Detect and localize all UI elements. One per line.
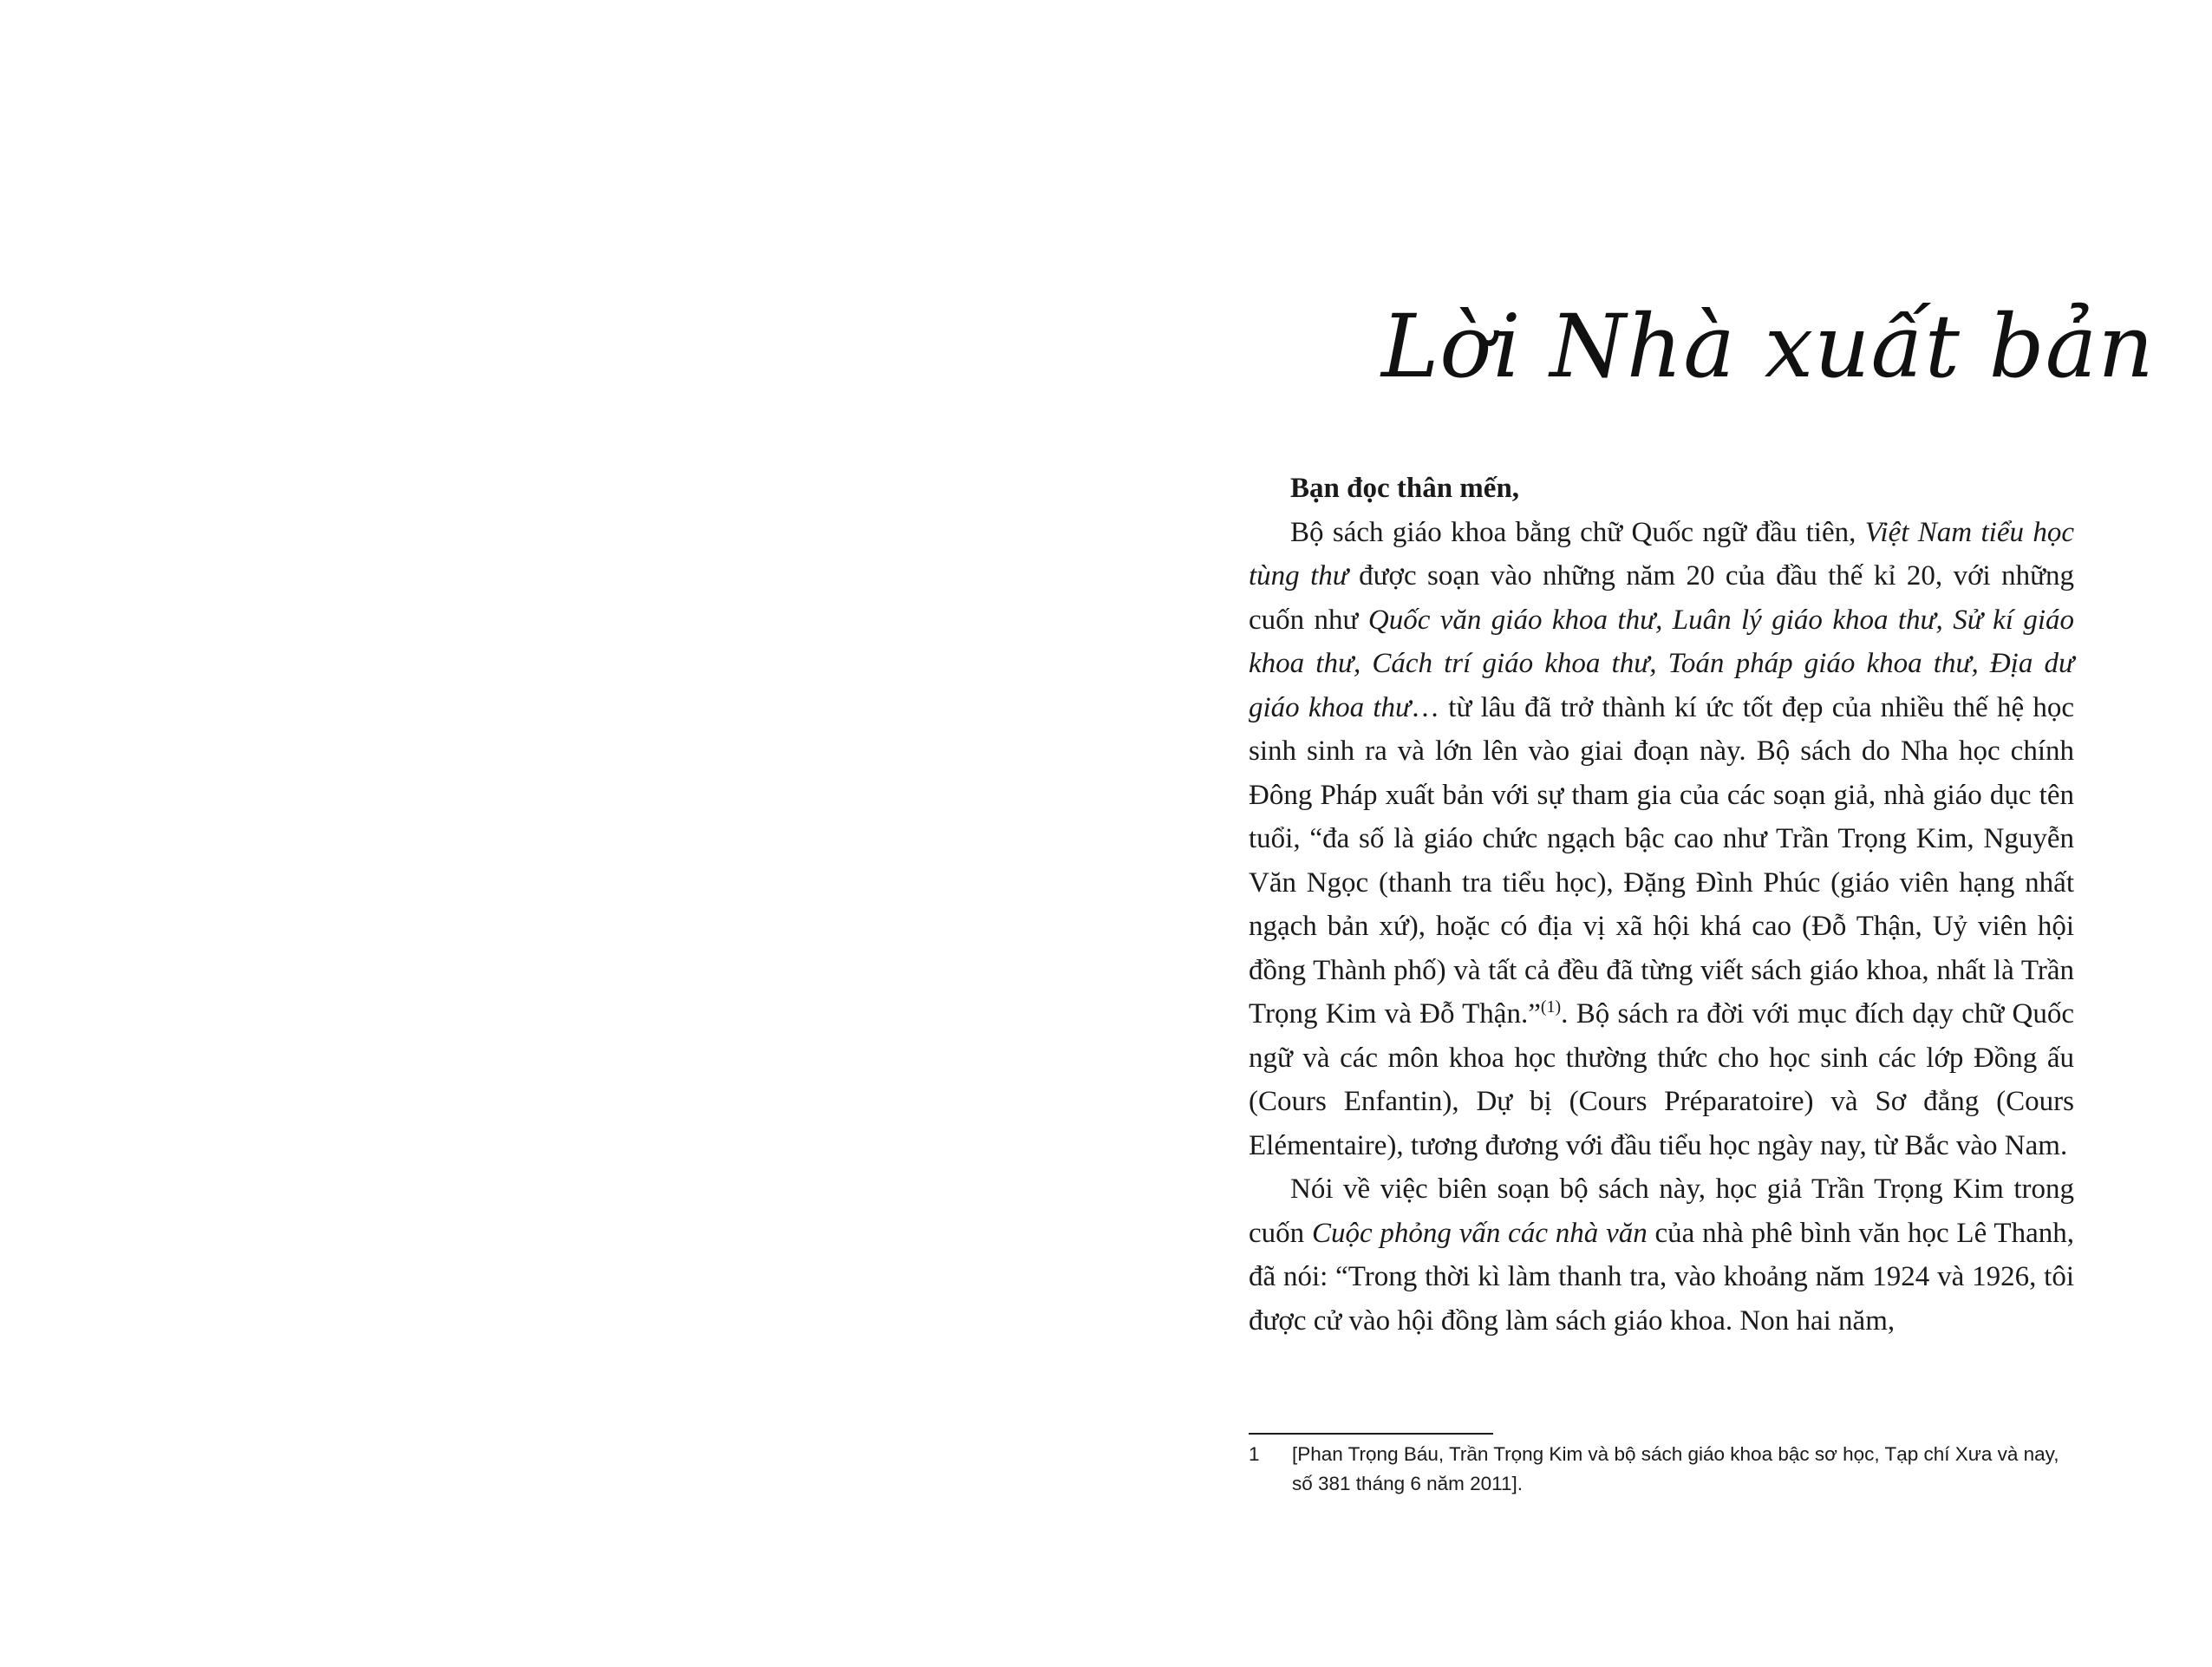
footnote: [1249, 1440, 2074, 1499]
footnote-text: [Phan Trọng Báu, Trần Trọng Kim và bộ sách giáo khoa bậc sơ học, Tạp chí Xưa và nay, số 381 tháng 6 năm 2011].: [1292, 1443, 2059, 1494]
footnote-number: 1: [1249, 1443, 1260, 1465]
right-page: [1106, 0, 2212, 1667]
p2-book-title: Cuộc phỏng vấn các nhà văn: [1311, 1217, 1648, 1249]
p2-text-a: Nói về việc biên soạn bộ sách này, học giả Trần Trọng Kim trong cuốn: [1249, 1173, 2074, 1249]
p1-text-b: được soạn vào những năm 20 của đầu thế kỉ 20, với những cuốn như: [1249, 560, 2074, 636]
footnote-divider: [1249, 1433, 1493, 1435]
p1-book-title: Việt Nam tiểu học tùng thư: [1249, 516, 2074, 592]
paragraph-2: [1249, 1167, 2074, 1343]
chapter-title: Lời Nhà xuất bản: [1381, 296, 2155, 397]
paragraph-1: [1249, 511, 2074, 1168]
greeting: Bạn đọc thân mến,: [1290, 473, 1520, 504]
p2-text-b: của nhà phê bình văn học Lê Thanh, đã nói: “Trong thời kì làm thanh tra, vào khoảng năm 1924 và 1926, tôi được cử vào hội đồng làm sách giáo khoa. Non hai năm,: [1249, 1217, 2074, 1337]
p1-text-a: Bộ sách giáo khoa bằng chữ Quốc ngữ đầu tiên,: [1290, 516, 1865, 548]
body-text: [1249, 467, 2074, 1343]
p1-text-c: … từ lâu đã trở thành kí ức tốt đẹp của nhiều thế hệ học sinh sinh ra và lớn lên vào giai đoạn này. Bộ sách do Nha học chính Đông Pháp xuất bản với sự tham gia của các soạn giả, nhà giáo dục tên tuổi, “đa số là giáo chức ngạch bậc cao như Trần Trọng Kim, Nguyễn Văn Ngọc (thanh tra tiểu học), Đặng Đình Phúc (giáo viên hạng nhất ngạch bản xứ), hoặc có địa vị xã hội khá cao (Đỗ Thận, Uỷ viên hội đồng Thành phố) và tất cả đều đã từng viết sách giáo khoa, nhất là Trần Trọng Kim và Đỗ Thận.”: [1249, 691, 2074, 1030]
p1-book-list: Quốc văn giáo khoa thư, Luân lý giáo khoa thư, Sử kí giáo khoa thư, Cách trí giáo khoa thư, Toán pháp giáo khoa thư, Địa dư giáo khoa thư: [1249, 604, 2074, 723]
p1-text-d: . Bộ sách ra đời với mục đích dạy chữ Quốc ngữ và các môn khoa học thường thức cho học sinh các lớp Đồng ấu (Cours Enfantin), Dự bị (Cours Préparatoire) và Sơ đẳng (Cours Elémentaire), tương đương với đầu tiểu học ngày nay, từ Bắc vào Nam.: [1249, 998, 2074, 1161]
footnote-ref[interactable]: (1): [1540, 997, 1562, 1017]
